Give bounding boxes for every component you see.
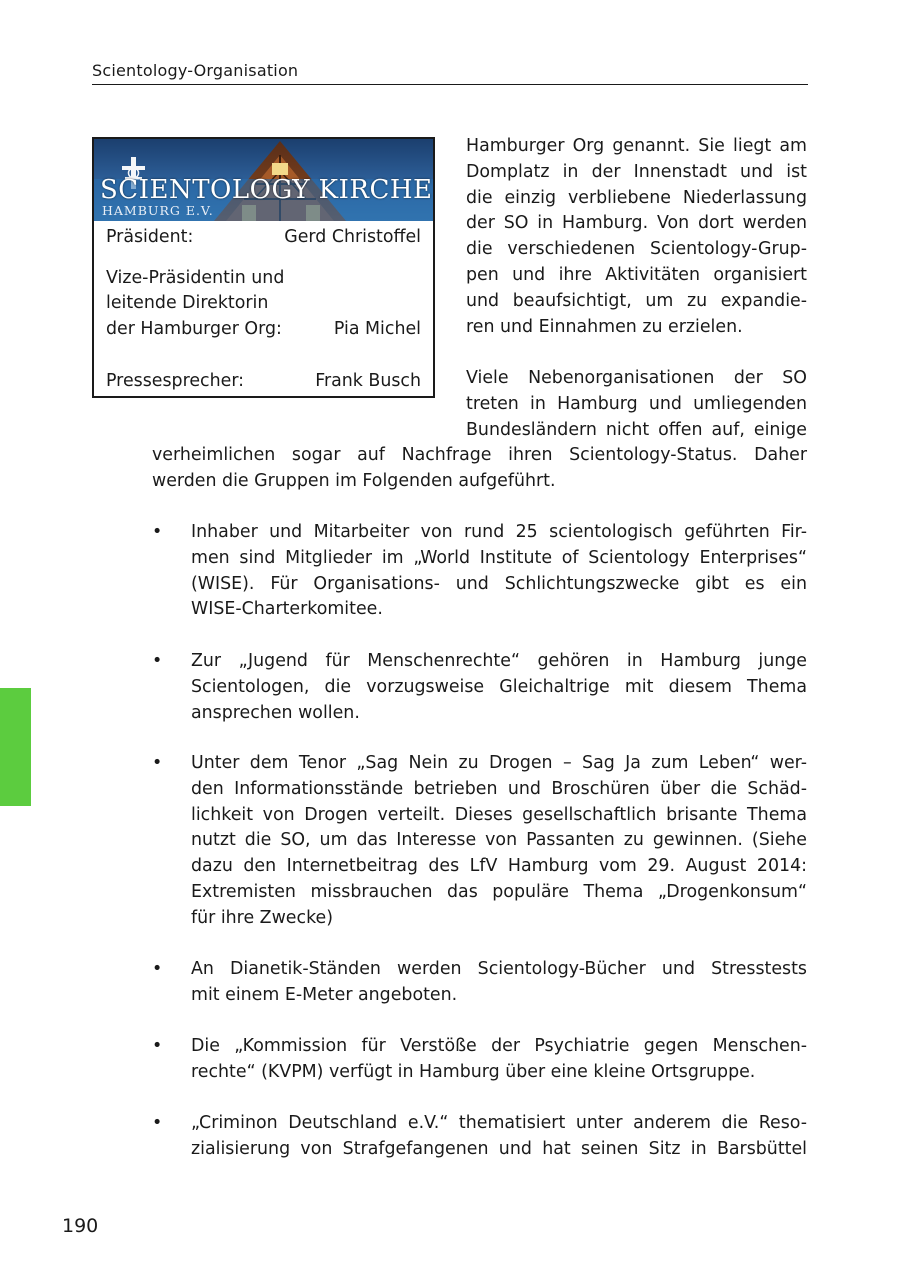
banner-title: SCIENTOLOGY KIRCHE	[100, 175, 433, 205]
full-width-paragraph	[152, 443, 807, 495]
text-line: Unter dem Tenor „Sag Nein zu Drogen – Sag Ja zum Leben“ wer-	[191, 753, 807, 773]
text-line: dazu den Internetbeitrag des LfV Hamburg vom 29. August 2014:	[191, 856, 807, 877]
text-line: Viele Nebenorganisationen der SO	[466, 368, 807, 388]
text-line: ansprechen wollen.	[191, 702, 360, 723]
text-line: An Dianetik-Ständen werden Scientology-Bücher und Stresstests	[191, 959, 807, 979]
info-row-value: Gerd Christoffel	[284, 227, 421, 247]
info-row-vice-president	[106, 266, 421, 343]
right-column-paragraph-1	[466, 134, 807, 340]
text-line: Extremisten missbrauchen das populäre Thema „Drogenkonsum“	[191, 881, 807, 902]
text-line: „Criminon Deutschland e.V.“ thematisiert unter anderem die Reso-	[191, 1113, 807, 1133]
bullet-marker: •	[152, 1036, 163, 1056]
text-line: men sind Mitglieder im „World Institute of Scientology Enterprises“	[191, 547, 807, 568]
info-row-value: Pia Michel	[333, 318, 421, 339]
info-row-president	[106, 225, 421, 251]
page-number: 190	[62, 1215, 99, 1237]
bullet-marker: •	[152, 1113, 163, 1133]
text-line: rechte“ (KVPM) verfügt in Hamburg über eine kleine Ortsgruppe.	[191, 1061, 756, 1082]
text-line: Die „Kommission für Verstöße der Psychiatrie gegen Menschen-	[191, 1036, 807, 1056]
text-line: zialisierung von Strafgefangenen und hat seinen Sitz in Barsbüttel	[191, 1138, 807, 1159]
text-line: ren und Einnahmen zu erzielen.	[466, 316, 743, 337]
running-head: Scientology-Organisation	[92, 60, 808, 85]
text-line: der SO in Hamburg. Von dort werden	[466, 213, 807, 234]
bullet-marker: •	[152, 959, 163, 979]
bullet-marker: •	[152, 651, 163, 671]
bullet-item-wise	[191, 520, 807, 623]
bullet-marker: •	[152, 753, 163, 773]
text-line: und beaufsichtigt, um zu expandie-	[466, 290, 807, 311]
text-line: Domplatz in der Innenstadt und ist	[466, 161, 807, 182]
text-line: den Informationsstände betrieben und Broschüren über die Schäd-	[191, 778, 807, 799]
text-line: pen und ihre Aktivitäten organisiert	[466, 264, 807, 285]
text-line: Zur „Jugend für Menschenrechte“ gehören in Hamburg junge	[191, 651, 807, 671]
text-line: Hamburger Org genannt. Sie liegt am	[466, 136, 807, 156]
info-box	[92, 137, 435, 398]
right-column-paragraph-2	[466, 366, 807, 443]
text-line: Bundesländern nicht offen auf, einige	[466, 419, 807, 440]
info-row-label: Vize-Präsidentin und leitende Direktorin der Hamburger Org:	[106, 267, 285, 339]
text-line: (WISE). Für Organisations- und Schlichtungszwecke gibt es ein	[191, 573, 807, 594]
info-row-press-spokesman	[106, 369, 421, 395]
chapter-thumb-tab	[0, 688, 31, 806]
bullet-item-drugs	[191, 751, 807, 932]
text-line: mit einem E-Meter angeboten.	[191, 984, 458, 1005]
text-line: Scientologen, die vorzugsweise Gleichaltrige mit diesem Thema	[191, 676, 807, 697]
bullet-item-dianetics	[191, 957, 807, 1009]
text-line: lichkeit von Drogen verteilt. Dieses gesellschaftlich brisante Thema	[191, 804, 807, 825]
bullet-item-kvpm	[191, 1034, 807, 1086]
bullet-item-criminon	[191, 1111, 807, 1163]
banner-subtitle: HAMBURG E.V.	[102, 203, 214, 218]
text-line: WISE-Charterkomitee.	[191, 599, 383, 620]
bullet-item-youth	[191, 649, 807, 726]
text-line: nutzt die SO, um das Interesse von Passanten zu gewinnen. (Siehe	[191, 830, 807, 851]
info-row-value: Frank Busch	[315, 371, 421, 391]
bullet-marker: •	[152, 522, 163, 542]
text-line: Inhaber und Mitarbeiter von rund 25 scientologisch geführten Fir-	[191, 522, 807, 542]
text-line: werden die Gruppen im Folgenden aufgeführt.	[152, 470, 556, 491]
banner-image	[94, 139, 433, 221]
text-line: die einzig verbliebene Niederlassung	[466, 187, 807, 208]
text-line: die verschiedenen Scientology-Grup-	[466, 239, 807, 260]
text-line: für ihre Zwecke)	[191, 907, 334, 928]
text-line: treten in Hamburg und umliegenden	[466, 393, 807, 414]
info-row-label: Präsident:	[106, 227, 194, 247]
text-line: verheimlichen sogar auf Nachfrage ihren Scientology-Status. Daher	[152, 445, 807, 465]
info-box-body	[106, 223, 421, 395]
info-row-label: Pressesprecher:	[106, 371, 245, 391]
